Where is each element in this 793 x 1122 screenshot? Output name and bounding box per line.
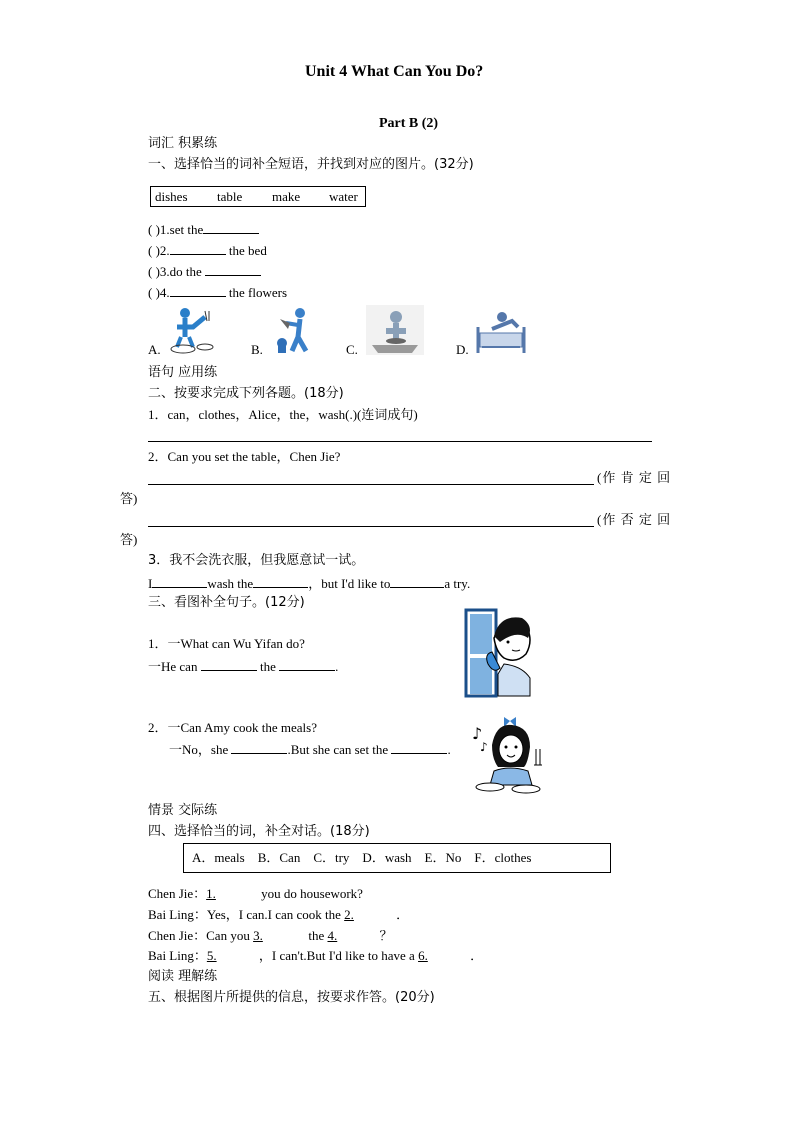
answer-paren[interactable]: ( )	[148, 264, 160, 279]
blank[interactable]: 2.	[344, 907, 354, 922]
answer-paren[interactable]: ( )	[148, 222, 160, 237]
svg-text:♪: ♪	[472, 724, 483, 743]
answer-hint: 答)	[120, 532, 138, 547]
blank[interactable]	[170, 283, 226, 297]
word-option: dishes	[155, 189, 188, 204]
answer-sentence: 一No，she .But she can set the .	[169, 742, 451, 757]
options-box	[183, 843, 611, 873]
page-title: Unit 4 What Can You Do?	[305, 63, 484, 80]
speaker: Chen Jie：	[148, 886, 207, 901]
word-option: make	[272, 189, 301, 204]
section-category: 词汇 积累练	[148, 136, 218, 151]
dialogue-line: Bai Ling：5. ，I can't.But I'd like to have a 6. ．	[148, 948, 484, 963]
question-text: 1．一What can Wu Yifan do?	[148, 636, 305, 651]
answer-line[interactable]	[148, 484, 594, 485]
section-category: 阅读 理解练	[148, 969, 218, 984]
girl-setting-table-image	[470, 715, 552, 797]
svg-text:♪: ♪	[480, 740, 488, 754]
section-heading: 二、按要求完成下列各题。(18分)	[148, 386, 344, 401]
blank[interactable]: 1.	[206, 886, 216, 901]
section-heading: 一、选择恰当的词补全短语，并找到对应的图片。(32分)	[148, 157, 474, 172]
word-box	[150, 186, 366, 207]
section-heading: 三、看图补全句子。(12分)	[148, 595, 305, 610]
setting-table-image	[366, 305, 424, 355]
answer-hint: (作 肯 定 回	[597, 470, 672, 485]
section-category: 语句 应用练	[148, 365, 218, 380]
answer-sentence: 一He can the .	[148, 659, 339, 674]
exercise-item: ( )2. the bed	[148, 243, 267, 258]
blank[interactable]	[390, 574, 444, 588]
question-text: 1．can，clothes，Alice，the，wash(.)(连词成句)	[148, 407, 418, 422]
blank[interactable]: 5.	[206, 948, 217, 963]
watering-flowers-image	[270, 305, 318, 355]
boy-cleaning-window-image	[464, 608, 536, 698]
speaker: Bai Ling：	[148, 948, 207, 963]
making-bed-image	[474, 305, 528, 355]
part-subtitle: Part B (2)	[379, 116, 439, 131]
answer-line[interactable]	[148, 441, 652, 442]
dialogue-line: Chen Jie：1. you do housework?	[148, 886, 363, 901]
pic-label: D.	[456, 342, 469, 357]
blank[interactable]	[231, 740, 287, 754]
answer-paren[interactable]: ( )	[148, 285, 160, 300]
answer-line[interactable]	[148, 526, 594, 527]
blank[interactable]: 4.	[327, 928, 338, 943]
options-list: A．meals B．Can C．try D．wash E．No F．clothes	[192, 850, 532, 865]
section-heading: 五、根据图片所提供的信息，按要求作答。(20分)	[148, 990, 435, 1005]
blank[interactable]	[170, 241, 226, 255]
blank[interactable]	[205, 262, 261, 276]
dialogue-line: Bai Ling：Yes，I can.I can cook the 2. ．	[148, 907, 410, 922]
blank[interactable]	[279, 657, 335, 671]
answer-hint: 答)	[120, 491, 138, 506]
blank[interactable]	[203, 220, 259, 234]
speaker: Bai Ling：	[148, 907, 207, 922]
word-option: water	[329, 189, 358, 204]
speaker: Chen Jie：	[148, 928, 207, 943]
pic-label: A.	[148, 342, 161, 357]
translation-line: I wash the ，but I'd like to a try.	[148, 576, 471, 591]
section-heading: 四、选择恰当的词，补全对话。(18分)	[148, 824, 370, 839]
question-text: 2．一Can Amy cook the meals?	[148, 720, 317, 735]
section-category: 情景 交际练	[148, 803, 218, 818]
answer-hint: (作 否 定 回	[597, 512, 672, 527]
pic-label: C.	[346, 342, 358, 357]
blank[interactable]	[391, 740, 447, 754]
question-text: 3．我不会洗衣服，但我愿意试一试。	[148, 553, 365, 568]
exercise-item: ( )1.set the	[148, 220, 259, 238]
blank[interactable]	[201, 657, 257, 671]
exercise-item: ( )4. the flowers	[148, 285, 288, 300]
blank[interactable]: 3.	[253, 928, 263, 943]
blank[interactable]	[152, 574, 207, 588]
blank[interactable]	[253, 574, 308, 588]
blank[interactable]: 6.	[418, 948, 428, 963]
exercise-item: ( )3.do the	[148, 262, 261, 280]
word-option: table	[217, 189, 243, 204]
washing-dishes-image	[165, 305, 217, 355]
pic-label: B.	[251, 342, 263, 357]
question-text: 2．Can you set the table，Chen Jie?	[148, 449, 341, 464]
dialogue-line: Chen Jie：Can you 3. the 4. ？	[148, 928, 393, 943]
answer-paren[interactable]: ( )	[148, 243, 160, 258]
